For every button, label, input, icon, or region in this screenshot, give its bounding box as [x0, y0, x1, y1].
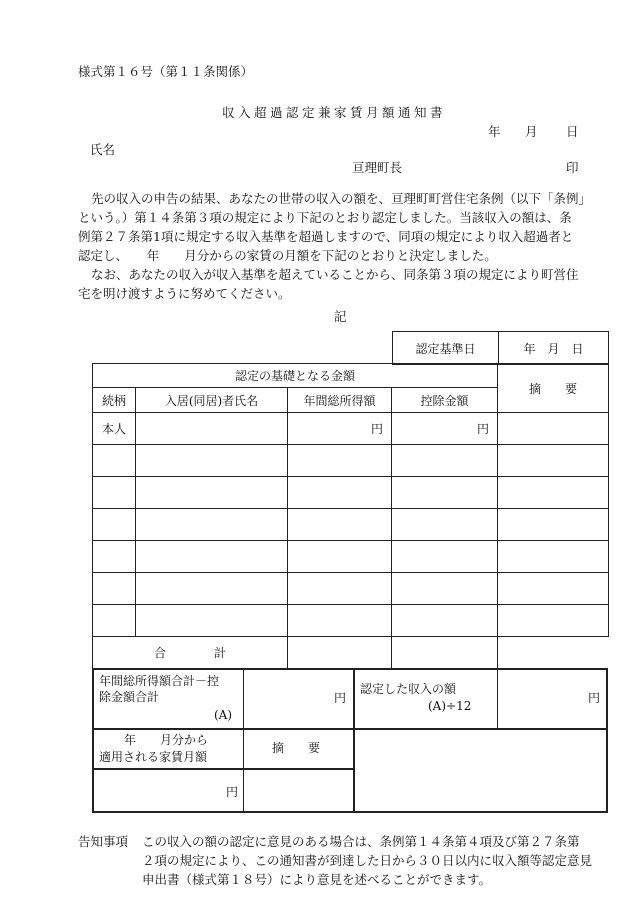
cell	[136, 573, 288, 605]
notice-section	[78, 832, 612, 889]
cell	[392, 541, 498, 573]
body-line: 例第２７条第1項に規定する収入基準を超過しますので、同項の規定により収入超過者と	[78, 229, 574, 244]
cell	[498, 445, 609, 477]
cell	[392, 573, 498, 605]
recipient-name-label: 氏名	[90, 142, 116, 157]
cell	[288, 573, 392, 605]
basis-header: 認定の基礎となる金額	[93, 364, 498, 388]
cell	[392, 477, 498, 509]
body-line: 認定し、 年 月分からの家賃の月額を下記のとおりと決定しました。	[78, 248, 497, 263]
cell	[93, 477, 136, 509]
rent-remarks: 摘 要	[272, 741, 321, 755]
cell	[392, 605, 498, 637]
recognized-income-formula: (A)÷12	[428, 699, 472, 713]
cell	[288, 605, 392, 637]
cell	[93, 605, 136, 637]
rent-label-1: 年 月分から	[124, 733, 209, 747]
net-income-label-2: 除金額合計	[99, 690, 160, 704]
cell	[136, 541, 288, 573]
col-relation: 続柄	[93, 388, 136, 413]
cell	[288, 509, 392, 541]
rent-label-2: 適用される家賃月額	[99, 750, 208, 764]
recognized-income-label: 認定した収入の額	[360, 682, 457, 696]
body-line: なお、あなたの収入が収入基準を超えていることから、同条第３項の規定により町営住	[91, 267, 579, 282]
table-row	[93, 573, 609, 605]
table-row	[93, 605, 609, 637]
rent-yen: 円	[226, 785, 239, 799]
cell	[93, 509, 136, 541]
body-line: 先の収入の申告の結果、あなたの世帯の収入の額を、亘理町町営住宅条例（以下「条例」	[91, 191, 592, 206]
cell	[498, 477, 609, 509]
body-line: という。）第１４条第３項の規定により下記のとおり認定しました。当該収入の額は、条	[78, 210, 572, 225]
row-deduction-yen: 円	[392, 413, 498, 445]
criteria-date-value: 年 月 日	[499, 332, 609, 365]
col-deduction: 控除金額	[392, 388, 498, 413]
cell	[392, 509, 498, 541]
cell	[288, 541, 392, 573]
recognized-income-yen: 円	[588, 691, 601, 705]
issuer: 亘理町長	[352, 160, 403, 175]
date-year: 年	[488, 124, 501, 139]
criteria-date-table	[392, 331, 609, 365]
cell	[93, 573, 136, 605]
row-income-yen: 円	[288, 413, 392, 445]
cell	[136, 509, 288, 541]
table-row	[93, 477, 609, 509]
cell	[93, 541, 136, 573]
cell	[288, 477, 392, 509]
table-row	[93, 509, 609, 541]
row-relation: 本人	[93, 413, 136, 445]
body-paragraph-1	[78, 189, 608, 265]
form-number: 様式第１６号（第１１条関係）	[78, 64, 254, 79]
date-day: 日	[566, 124, 579, 139]
body-line: 宅を明け渡すように努めてください。	[78, 286, 291, 301]
total-deduction	[392, 637, 498, 669]
net-income-label-1: 年間総所得額合計－控	[99, 674, 220, 688]
seal-mark: 印	[566, 160, 579, 175]
total-income	[288, 637, 392, 669]
income-summary-box	[92, 668, 608, 813]
cell	[288, 445, 392, 477]
cell	[498, 541, 609, 573]
cell	[498, 509, 609, 541]
remarks-header: 摘 要	[498, 364, 609, 413]
notice-line: ２項の規定により、この通知書が到達した日から３０日以内に収入額等認定意見	[142, 853, 593, 868]
table-row	[93, 445, 609, 477]
notice-line: 申出書（様式第１８号）により意見を述べることができます。	[142, 872, 492, 887]
body-paragraph-2	[78, 265, 608, 303]
ki-mark: 記	[334, 309, 347, 324]
cell	[93, 445, 136, 477]
col-name: 入居(同居)者氏名	[136, 388, 288, 413]
cell	[498, 605, 609, 637]
date-month: 月	[525, 124, 538, 139]
cell	[498, 573, 609, 605]
total-row	[93, 637, 609, 669]
cell	[392, 445, 498, 477]
cell	[136, 605, 288, 637]
table-row	[93, 413, 609, 445]
notice-line: この収入の額の認定に意見のある場合は、条例第１４条第４項及び第２７条第	[142, 834, 580, 849]
row-name	[136, 413, 288, 445]
net-income-mark: (A)	[214, 708, 233, 722]
table-row	[93, 541, 609, 573]
cell	[136, 477, 288, 509]
total-remarks-empty	[498, 637, 609, 669]
cell	[136, 445, 288, 477]
row-remarks	[498, 413, 609, 445]
criteria-date-label: 認定基準日	[393, 332, 499, 365]
document-title: 収入超過認定兼家賃月額通知書	[222, 105, 447, 120]
income-basis-table	[92, 363, 609, 669]
col-income: 年間総所得額	[288, 388, 392, 413]
notice-label: 告知事項	[78, 834, 129, 849]
net-income-yen: 円	[334, 691, 347, 705]
total-label: 合 計	[93, 637, 288, 669]
